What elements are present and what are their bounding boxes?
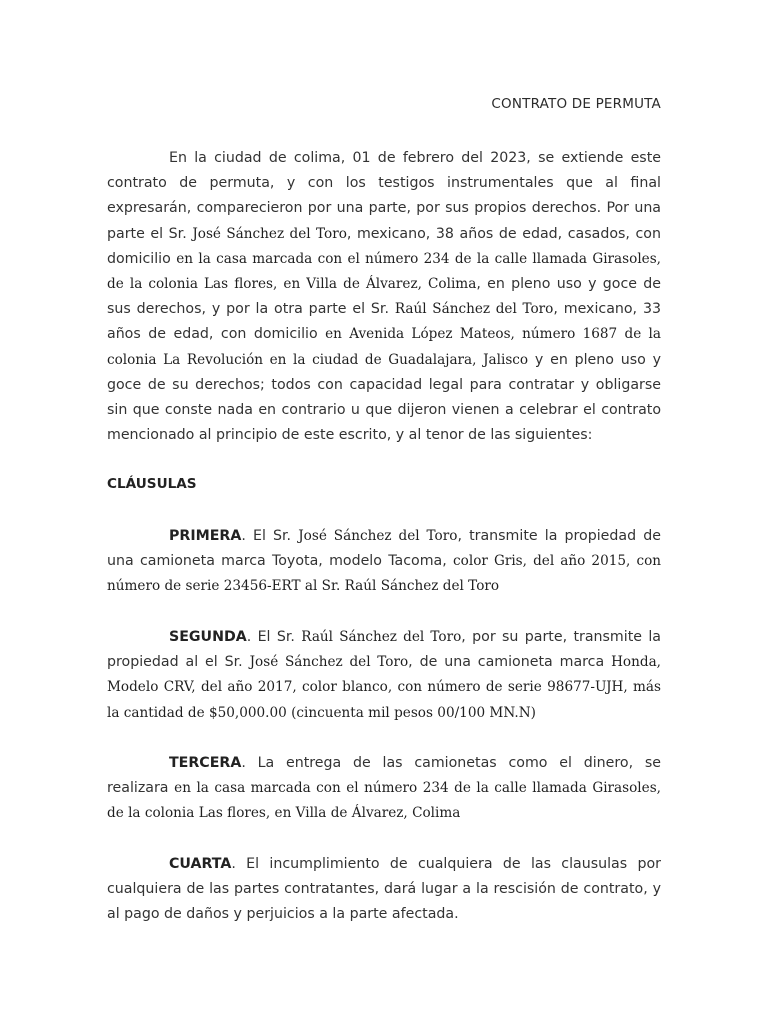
clause-cuarta: [107, 852, 661, 928]
clause-primera-name: José Sánchez del Toro: [298, 528, 458, 544]
clause-tercera-label: TERCERA: [169, 755, 242, 771]
intro-text-2: , mexicano, 38 años de edad, casados, con domicilio: [107, 225, 661, 267]
clause-segunda-text-3: , de una camioneta marca: [408, 654, 612, 671]
clause-segunda: [107, 625, 661, 726]
clause-tercera: [107, 751, 661, 827]
intro-text-5: y en pleno uso y goce de su derechos; todos con capacidad legal para contratar y obligarse sin que conste nada en contrario u que dijeron vienen a celebrar el contrato mencionado al principio de este escrito, y al tenor de las siguientes:: [107, 351, 661, 444]
clause-primera-label: PRIMERA: [169, 528, 242, 544]
clause-tercera-text-1: . La entrega de las camionetas como el dinero, se realizara: [107, 755, 661, 797]
party-2-address: en Avenida López Mateos, número 1687 de la colonia La Revolución en la ciudad de Guadalajara, Jalisco: [107, 326, 661, 368]
clause-segunda-label: SEGUNDA: [169, 629, 247, 645]
clause-segunda-text-1: . El Sr.: [246, 629, 302, 645]
clause-cuarta-label: CUARTA: [169, 856, 232, 872]
clause-primera-text-1: . El Sr.: [241, 528, 299, 544]
clause-segunda-name-2: José Sánchez del Toro: [249, 654, 409, 671]
intro-text-3: , en pleno uso y goce de sus derechos, y por la otra parte el Sr.: [107, 276, 661, 318]
intro-text-4: , mexicano, 33 años de edad, con domicilio: [107, 301, 661, 343]
clause-segunda-name: Raúl Sánchez del Toro: [301, 629, 462, 645]
party-1-name: José Sánchez del Toro: [192, 225, 347, 242]
clause-primera-text-2: , transmite la propiedad de una camioneta marca Toyota, modelo Tacoma,: [107, 528, 661, 570]
clause-segunda-text-4: Honda, Modelo CRV, del año 2017, color blanco, con número de serie 98677-UJH, más la cantidad de $50,000.00 (cincuenta mil pesos 00/100 MN.N): [107, 654, 661, 721]
clause-primera: [107, 524, 661, 600]
party-1-address: en la casa marcada con el número 234 de la calle llamada Girasoles, de la colonia Las flores, en Villa de Álvarez, Colima: [107, 250, 662, 293]
party-2-name: Raúl Sánchez del Toro: [394, 301, 554, 318]
clause-tercera-text-2: en la casa marcada con el número 234 de la calle llamada Girasoles, de la colonia Las flores, en Villa de Álvarez, Colima: [107, 780, 661, 822]
intro-paragraph: [107, 146, 661, 448]
clausulas-heading: CLÁUSULAS: [107, 476, 197, 492]
intro-text-1: En la ciudad de colima, 01 de febrero del 2023, se extiende este contrato de permuta, y con los testigos instrumentales que al final expresarán, comparecieron por una parte, por sus propios derechos. Por una parte el Sr.: [107, 150, 661, 242]
clause-segunda-text-2: , por su parte, transmite la propiedad al el Sr.: [107, 629, 661, 671]
clause-primera-text-3: color Gris, del año 2015, con número de serie 23456-ERT al Sr. Raúl Sánchez del Toro: [107, 553, 662, 595]
document-title: CONTRATO DE PERMUTA: [491, 96, 661, 112]
clause-cuarta-text-1: . El incumplimiento de cualquiera de las clausulas por cualquiera de las partes contratantes, dará lugar a la rescisión de contrato, y al pago de daños y perjuicios a la parte afectada.: [107, 856, 661, 923]
